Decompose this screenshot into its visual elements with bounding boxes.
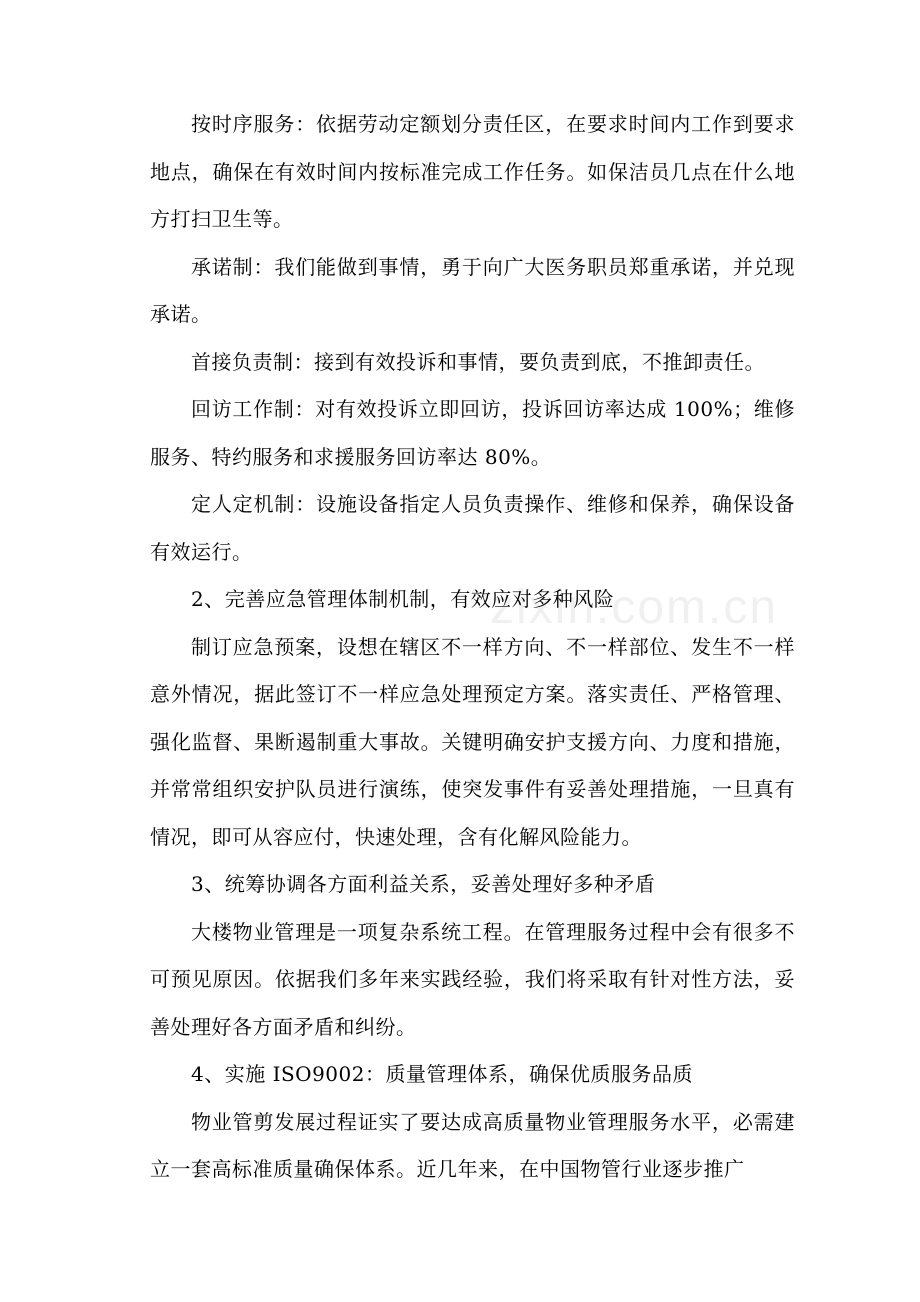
paragraph-quality-system: 物业管剪发展过程证实了要达成高质量物业管理服务水平，必需建立一套高标准质量确保体系。近几年来，在中国物管行业逐步推广 [150, 1109, 795, 1181]
paragraph-commitment-system: 承诺制：我们能做到事情，勇于向广大医务职员郑重承诺，并兑现承诺。 [150, 254, 795, 326]
paragraph-time-sequence-service: 按时序服务：依据劳动定额划分责任区，在要求时间内工作到要求地点，确保在有效时间内按标准完成工作任务。如保洁员几点在什么地方打扫卫生等。 [150, 112, 795, 231]
watermark: zixin.com.cn [490, 581, 779, 634]
paragraph-first-contact-responsibility: 首接负责制：接到有效投诉和事情，要负责到底，不推卸责任。 [191, 349, 765, 374]
section-heading-coordinate-interests: 3、统筹协调各方面利益关系，妥善处理好多种矛盾 [191, 872, 656, 896]
section-heading-emergency-management: 2、完善应急管理体制机制，有效应对多种风险 [191, 587, 615, 611]
paragraph-return-visit-system: 回访工作制：对有效投诉立即回访，投诉回访率达成 100%；维修服务、特约服务和求援服务回访率达 80%。 [150, 397, 795, 469]
paragraph-building-management: 大楼物业管理是一项复杂系统工程。在管理服务过程中会有很多不可预见原因。依据我们多年来实践经验，我们将采取有针对性方法，妥善处理好各方面矛盾和纠纷。 [150, 919, 795, 1039]
paragraph-emergency-plan: 制订应急预案，设想在辖区不一样方向、不一样部位、发生不一样意外情况，据此签订不一样应急处理预定方案。落实责任、严格管理、强化监督、果断遏制重大事故。关键明确安护支援方向、力度和措施，并常常组织安护队员进行演练，使突发事件有妥善处理措施，一旦真有情况，即可从容应付，快速处理，含有化解风险能力。 [150, 634, 795, 849]
paragraph-fixed-personnel-machine: 定人定机制：设施设备指定人员负责操作、维修和保养，确保设备有效运行。 [150, 492, 795, 564]
document-body [150, 101, 795, 1194]
section-heading-iso9002: 4、实施 ISO9002：质量管理体系，确保优质服务品质 [191, 1062, 693, 1086]
